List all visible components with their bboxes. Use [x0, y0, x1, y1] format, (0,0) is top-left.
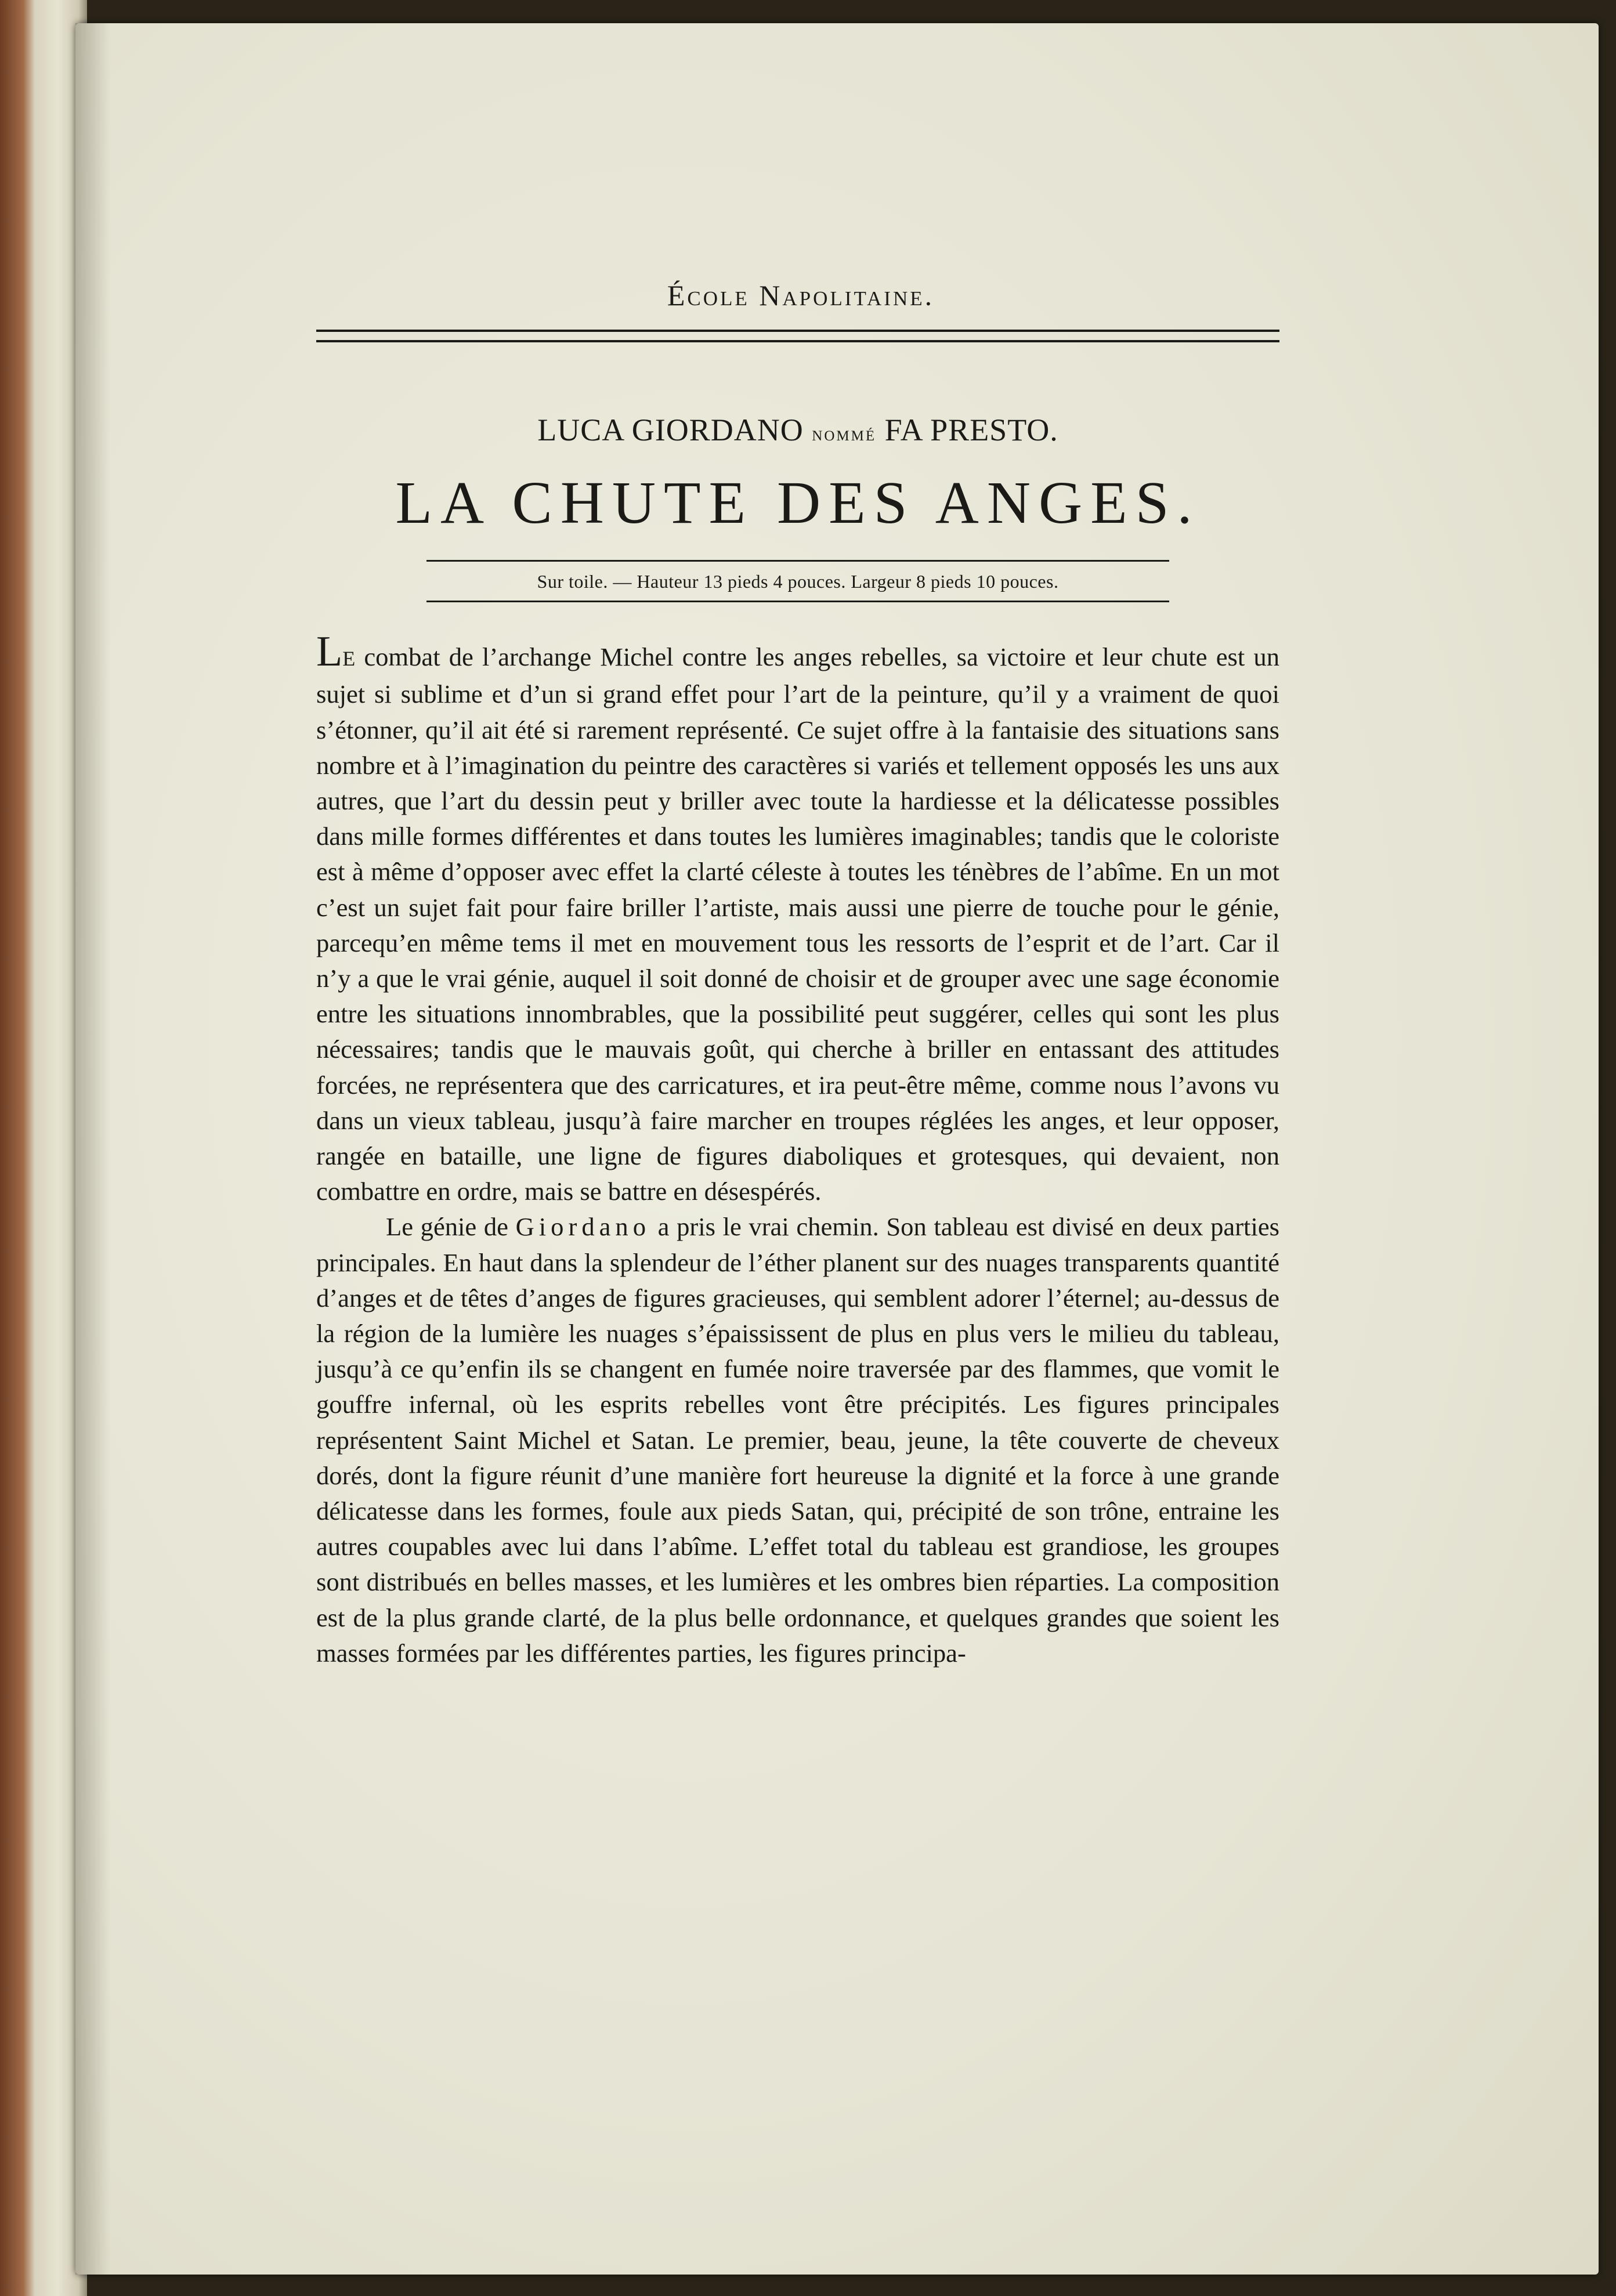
- book-left-edge: [0, 0, 87, 2296]
- artist-name: LUCA GIORDANO: [537, 413, 804, 447]
- header-double-rule: [316, 330, 1279, 342]
- paragraph-2-artist: Giordano: [515, 1212, 651, 1242]
- paragraph-2: [316, 1209, 1279, 1671]
- drop-cap: L: [316, 628, 343, 676]
- page-gutter-shadow: [75, 23, 110, 2275]
- drop-cap-rest: E: [342, 647, 356, 671]
- painting-title: LA CHUTE DES ANGES.: [395, 469, 1201, 536]
- school-heading: École Napolitaine.: [667, 279, 935, 312]
- dimensions-rule-top: [426, 560, 1169, 562]
- paragraph-2-text: a pris le vrai chemin. Son tableau est divisé en deux parties principales. En haut dans la splendeur de l’éther planent sur des nuages transparents quantité d’anges et de têtes d’anges de figures gracieuses, qui semblent adorer l’éternel; au-dessus de la région de la lumière les nuages s’épaississent de plus en plus vers le milieu du tableau, jusqu’à ce qu’enfin ils se changent en fumée noire traversée par des flammes, que vomit le gouffre infernal, où les esprits rebelles vont être précipités. Les figures principales représentent Saint Michel et Satan. Le premier, beau, jeune, la tête couverte de cheveux dorés, dont la figure réunit d’une manière fort heureuse la dignité et la force à une grande délicatesse dans les formes, foule aux pieds Satan, qui, précipité de son trône, entraine les autres coupables avec lui dans l’abîme. L’effet total du tableau est grandiose, les groupes sont distribués en belles masses, et les lumières et les ombres bien réparties. La composition est de la plus grande clarté, de la plus belle ordonnance, et quelques grandes que soient les masses formées par les différentes parties, les figures principa-: [316, 1212, 1279, 1668]
- artist-connector: nommé: [812, 422, 877, 445]
- article-body: [316, 628, 1279, 1671]
- page-content: [316, 279, 1279, 1671]
- paragraph-1: [316, 628, 1279, 1209]
- artist-line: [316, 412, 1279, 448]
- paragraph-1-text: combat de l’archange Michel contre les anges rebelles, sa victoire et leur chute est un sujet si sublime et d’un si grand effet pour l’art de la peinture, qu’il y a vraiment de quoi s’étonner, qu’il ait été si rarement représenté. Ce sujet offre à la fantaisie des situations sans nombre et à l’imagination du peintre des caractères si variés et tellement opposés les uns aux autres, que l’art du dessin peut y briller avec toute la hardiesse et la délicatesse possibles dans mille formes différentes et dans toutes les lumières imaginables; tandis que le coloriste est à même d’opposer avec effet la clarté céleste à toutes les ténèbres de l’abîme. En un mot c’est un sujet fait pour faire briller l’artiste, mais aussi une pierre de touche pour le génie, parcequ’en même tems il met en mouvement tous les ressorts de l’esprit et de l’art. Car il n’y a que le vrai génie, auquel il soit donné de choisir et de grouper avec une sage économie entre les situations innombrables, que la possibilité peut suggérer, celles qui sont les plus nécessaires; tandis que le mauvais goût, qui cherche à briller en entassant des attitudes forcées, ne représentera que des carricatures, et ira peut-être même, comme nous l’avons vu dans un vieux tableau, jusqu’à faire marcher en troupes réglées les anges, et leur opposer, rangée en bataille, une ligne de figures diaboliques et grotesques, qui devaient, non combattre en ordre, mais se battre en désespérés.: [316, 642, 1279, 1206]
- paragraph-2-start: Le génie de: [386, 1212, 516, 1242]
- artist-nickname: FA PRESTO.: [884, 413, 1058, 447]
- dimensions-rule-bottom: [426, 601, 1169, 602]
- painting-dimensions: Sur toile. — Hauteur 13 pieds 4 pouces. Largeur 8 pieds 10 pouces.: [537, 571, 1059, 592]
